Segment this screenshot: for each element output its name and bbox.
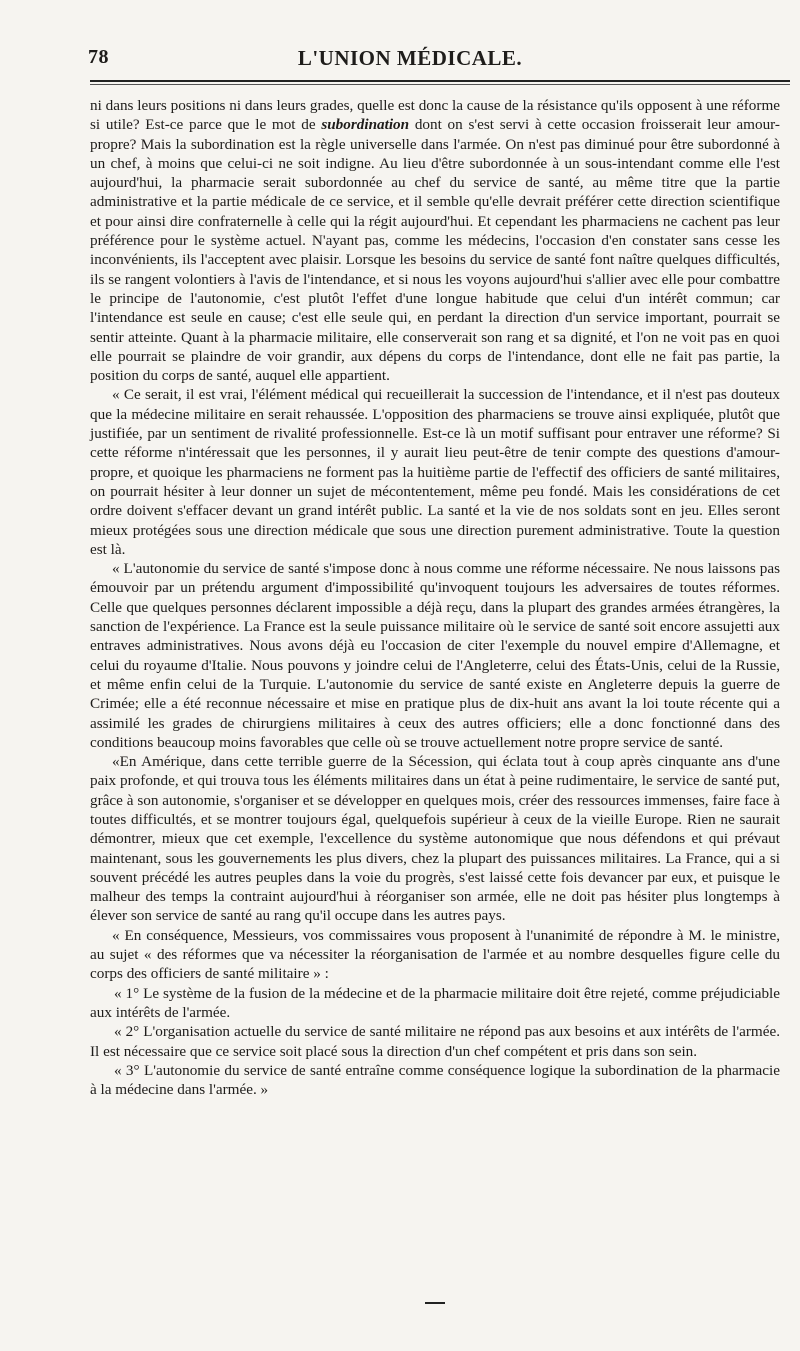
header-rule — [90, 80, 790, 82]
page-number: 78 — [88, 46, 109, 68]
paragraph-7: « 2° L'organisation actuelle du service de santé militaire ne répond pas aux besoins et aux intérêts de l'armée. Il est nécessaire que ce service soit placé sous la direction d'un chef compétent et pris dans son sein. — [90, 1023, 780, 1060]
paragraph-8: « 3° L'autonomie du service de santé entraîne comme conséquence logique la subordination de la pharmacie à la médecine dans l'armée. » — [90, 1061, 780, 1099]
article-body — [90, 96, 780, 1099]
header-rule-thin — [90, 84, 790, 85]
paragraph-1-text-a: ni dans leurs positions ni dans leurs grades, quelle est donc la cause de la résistance qu'ils opposent à une réforme si utile? Est-ce parce que le mot de — [90, 97, 780, 134]
paragraph-4: «En Amérique, dans cette terrible guerre de la Sécession, qui éclata tout à coup après cinquante ans d'une paix profonde, et qui trouva tous les éléments militaires dans un état à peine rudimentaire, le service de santé put, grâce à son autonomie, s'organiser et se développer en quelques mois, créer des ressources immenses, faire face à toutes difficultés, et se montrer toujours égal, quelquefois supérieur à ceux de la vieille Europe. Rien ne saurait démontrer, mieux que cet exemple, l'excellence du système autonomique que nous défendons et qui prévaut maintenant, sous les gouvernements les plus divers, chez la plupart des puissances militaires. La France, qui a si souvent précédé les autres peuples dans la voie du progrès, s'est laissé cette fois devancer par eux, et puisque le malheur des temps la contraint aujourd'hui à réorganiser son armée, elle ne doit pas hésiter plus longtemps à élever son service de santé au rang qu'il occupe dans les autres pays. — [90, 753, 780, 925]
paragraph-2: « Ce serait, il est vrai, l'élément médical qui recueillerait la succession de l'intendance, et il n'est pas douteux que la médecine militaire en serait rehaussée. L'opposition des pharmaciens se trouve ainsi expliquée, plutôt que justifiée, par un sentiment de rivalité professionnelle. Est-ce là un motif suffisant pour entraver une réforme? Si cette réforme n'intéressait que les personnes, il y aurait lieu peut-être de tenir compte des questions d'amour-propre, et quoique les pharmaciens ne forment pas la huitième partie de l'effectif des officiers de santé militaires, on pourrait hésiter à leur donner un sujet de mécontentement, même peu fondé. Mais les considérations de cet ordre doivent s'effacer devant un grand intérêt public. La santé et la vie de nos soldats sont en jeu. Elles seront mieux protégées sous une direction médicale que sous une direction purement administrative. Toute la question est là. — [90, 386, 780, 558]
paragraph-5: « En conséquence, Messieurs, vos commissaires vous proposent à l'unanimité de répondre à M. le ministre, au sujet « des réformes que va nécessiter la réorganisation de l'armée et au nombre desquelles figure celle du corps des officiers de santé militaire » : — [90, 926, 780, 983]
journal-title: L'UNION MÉDICALE. — [297, 46, 523, 70]
end-dash — [425, 1302, 445, 1304]
paragraph-3: « L'autonomie du service de santé s'impose donc à nous comme une réforme nécessaire. Ne nous laissons pas émouvoir par un prétendu argument d'impossibilité qu'invoquent toujours les adversaires de toutes réformes. Celle que quelques personnes déclarent impossible a déjà reçu, dans la plupart des grandes armées étrangères, la sanction de l'expérience. La France est la seule puissance militaire où le service de santé soit encore assujetti aux entraves administratives. Nous avons déjà eu l'occasion de citer l'exemple du nouvel empire d'Allemagne, et celui du royaume d'Italie. Nous pouvons y joindre celui de l'Angleterre, celui des États-Unis, celui de la Russie, et même enfin celui de la Turquie. L'autonomie du service de santé existe en Angleterre depuis la guerre de Crimée; elle a été reconnue nécessaire et mise en pratique plus de dix-huit ans avant la loi toute récente qui a assimilé les grades de chirurgiens militaires à ceux des autres officiers; elle a donc fonctionné dans des conditions beaucoup moins favorables que celle où se trouve actuellement notre propre service de santé. — [90, 560, 780, 751]
paragraph-1-text-b: dont on s'est servi à cette occasion froisserait leur amour-propre? Mais la subordination est la règle universelle dans l'armée. On n'est pas diminué pour être subordonné à un chef, à moins que celui-ci ne soit indigne. Au lieu d'être subordonnée à un sous-intendant comme elle l'est aujourd'hui, la pharmacie serait subordonnée au chef du service de santé, au même titre que la partie administrative et la partie médicale de ce service, et il semble qu'elle devrait préférer cette direction scientifique et pour ainsi dire confraternelle à celle qui la régit aujourd'hui. Et cependant les pharmaciens ne cachent pas leur préférence pour le système actuel. N'ayant pas, comme les médecins, l'occasion d'en constater sans cesse les inconvénients, ils l'acceptent avec plaisir. Lorsque les besoins du service de santé font naître quelques difficultés, ils se rangent volontiers à l'avis de l'intendance, et si nous les voyons aujourd'hui s'allier avec elle pour combattre le principe de l'autonomie, c'est plutôt l'effet d'une longue habitude que celui d'un intérêt commun; car l'intendance est seule en cause; c'est elle seule qui, en perdant la direction d'un service important, pourrait se sentir atteinte. Quant à la pharmacie militaire, elle conserverait son rang et sa dignité, et l'on ne voit pas en quoi elle pourrait se plaindre de voir grandir, aux dépens du corps de l'intendance, dont elle ne fait pas partie, la position du corps de santé, auquel elle appartient. — [90, 116, 780, 385]
paragraph-6: « 1° Le système de la fusion de la médecine et de la pharmacie militaire doit être rejeté, comme préjudiciable aux intérêts de l'armée. — [90, 984, 780, 1021]
paragraph-1 — [90, 96, 780, 385]
emphasized-word: subordination — [321, 116, 410, 134]
